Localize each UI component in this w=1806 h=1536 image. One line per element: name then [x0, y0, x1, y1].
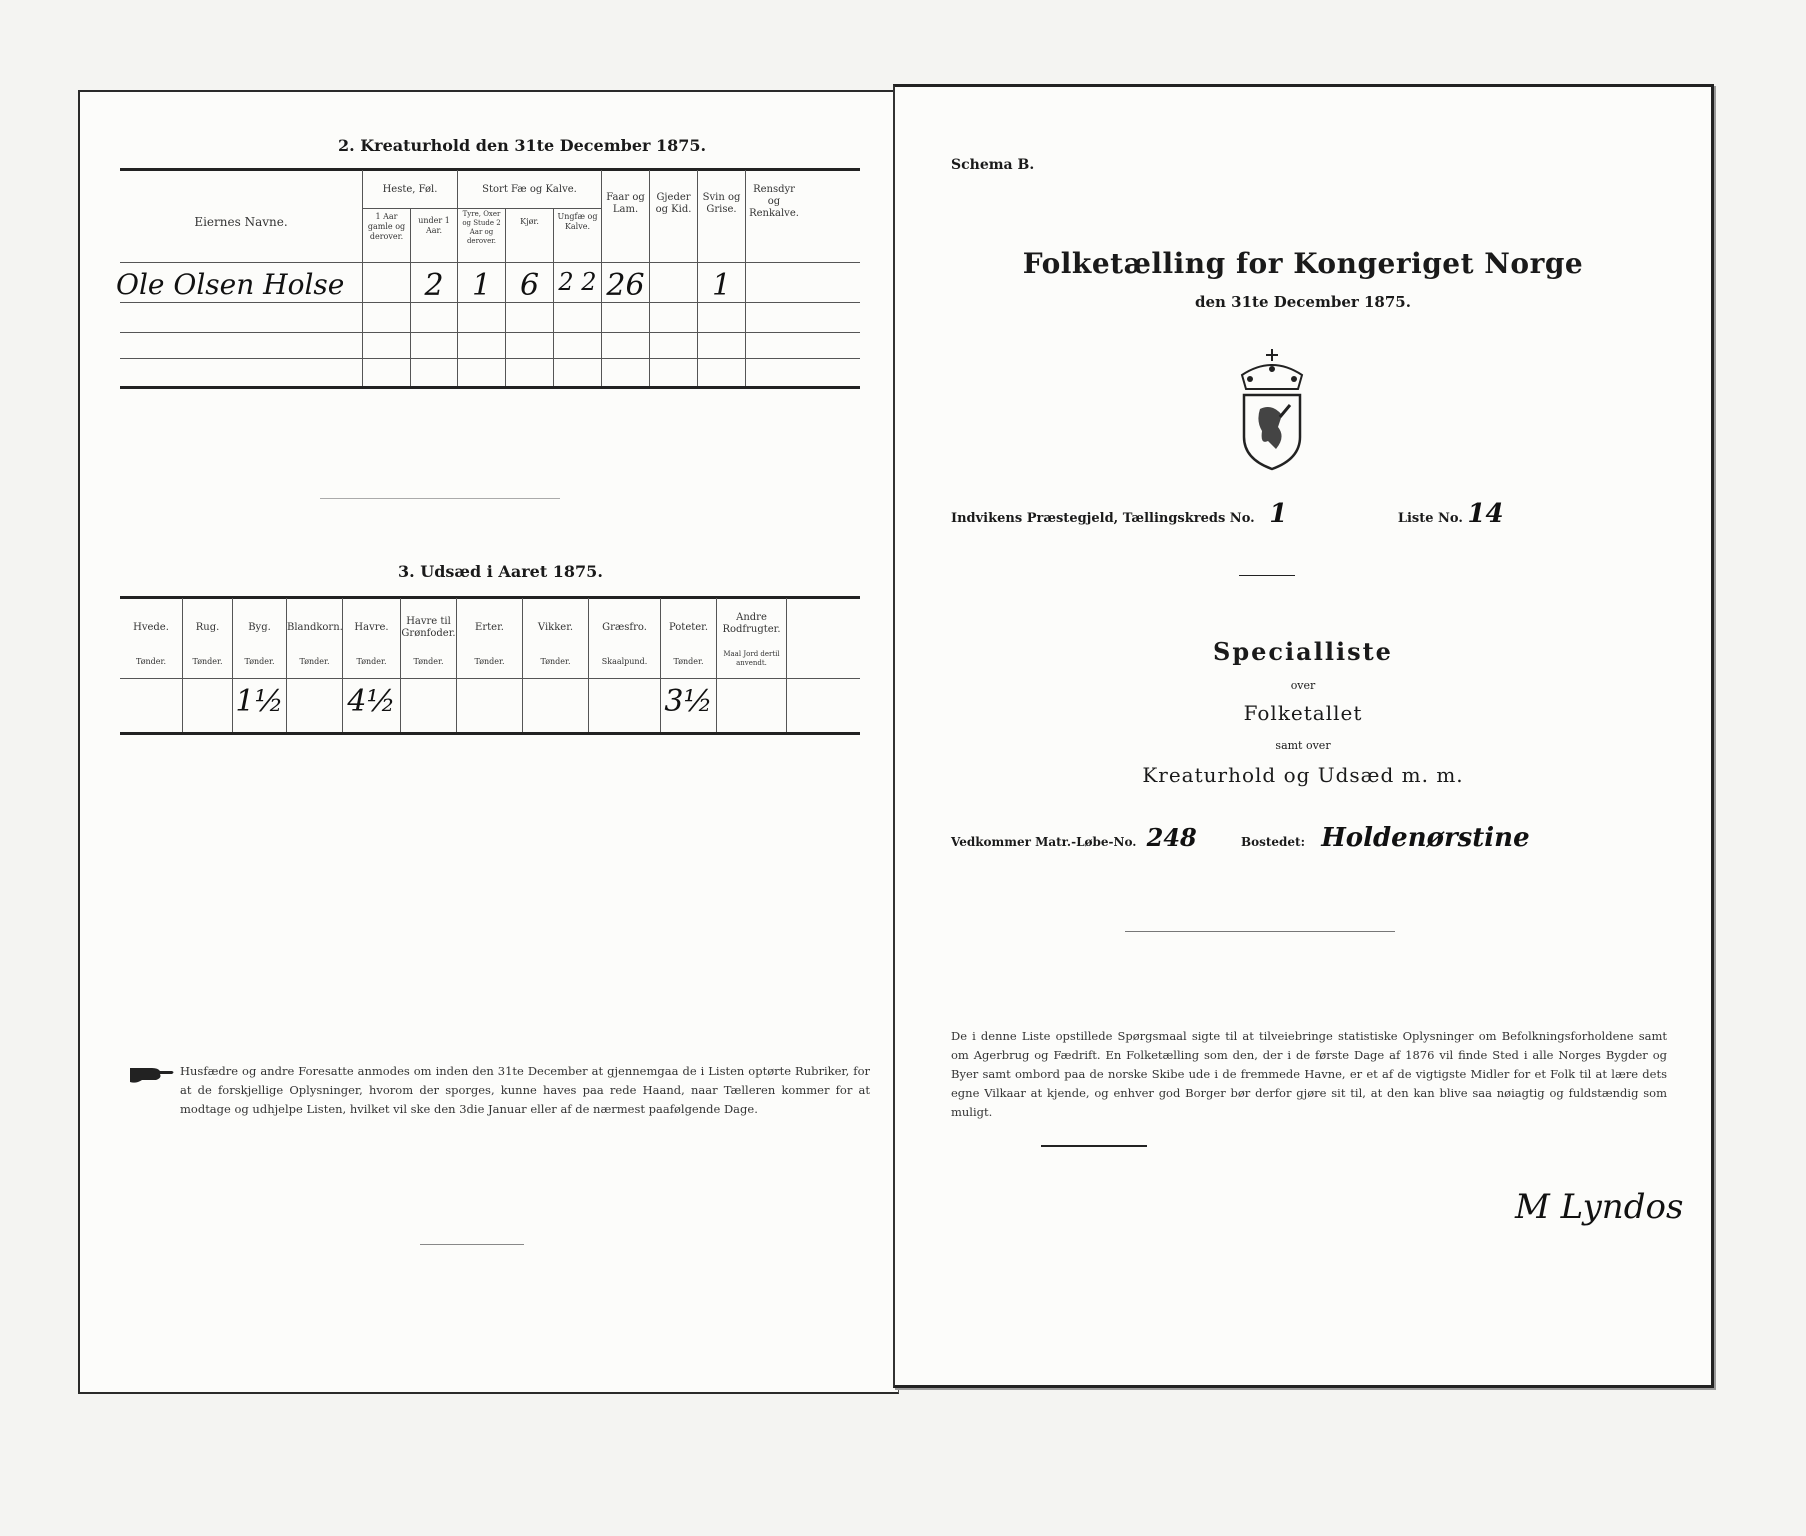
col-header: under 1 Aar.: [418, 216, 450, 235]
owner-col-header: Eiernes Navne.: [194, 215, 288, 229]
seed-unit: Tønder.: [474, 657, 505, 666]
kreaturhold-text: Kreaturhold og Udsæd m. m.: [1142, 763, 1464, 787]
pointing-hand-icon: [128, 1062, 176, 1088]
cell: 1: [711, 268, 732, 303]
main-date: den 31te December 1875.: [1195, 293, 1411, 311]
col-header: Kjør.: [520, 217, 539, 226]
col-header: Svin og Grise.: [702, 192, 741, 215]
matr-label: Vedkommer Matr.-Løbe-No.: [951, 835, 1137, 849]
seed-col: Havre.: [354, 622, 389, 633]
cell: 26: [606, 268, 645, 303]
bostedet-value: Holdenørstine: [1321, 823, 1530, 853]
specialliste-heading: Specialliste: [1213, 637, 1393, 666]
seed-cell: 1½: [235, 684, 284, 719]
seed-col: Erter.: [475, 622, 504, 633]
seed-unit: Tønder.: [135, 657, 167, 666]
livestock-title: 2. Kreaturhold den 31te December 1875.: [338, 136, 707, 155]
seed-col: Havre til Grønfoder.: [401, 616, 456, 639]
cell: 1: [471, 268, 492, 303]
seed-unit: Skaalpund.: [601, 657, 648, 666]
matr-line: [951, 823, 1530, 853]
seed-col: Vikker.: [537, 622, 574, 633]
cell: 6: [519, 268, 540, 303]
seed-title: 3. Udsæd i Aaret 1875.: [398, 562, 603, 581]
liste-number: 14: [1467, 499, 1504, 529]
horse-group-header: Heste, Føl.: [382, 184, 438, 195]
seed-col: Blandkorn.: [287, 622, 343, 633]
col-header: Tyre, Oxer og Stude 2 Aar og derover.: [462, 210, 501, 245]
col-header: Gjeder og Kid.: [655, 192, 692, 215]
seed-unit: Tønder.: [244, 657, 275, 666]
over-text: over: [1290, 679, 1316, 692]
seed-unit: Tønder.: [299, 657, 330, 666]
seed-unit: Tønder.: [192, 657, 223, 666]
liste-label: Liste No.: [1397, 511, 1463, 526]
district-line: [951, 499, 1504, 529]
signature: M Lyndos: [1515, 1187, 1684, 1227]
main-title: Folketælling for Kongeriget Norge: [1022, 247, 1584, 280]
col-header: 1 Aar gamle og derover.: [367, 212, 406, 241]
seed-unit: Tønder.: [540, 657, 571, 666]
seed-col: Rug.: [195, 622, 220, 633]
seed-cell: 3½: [664, 684, 713, 719]
intro-text: De i denne Liste opstillede Spørgsmaal sigte til at tilveiebringe statistiske Oplysninger om Befolkningsforholdene samt om Agerbrug og Fædrift. En Folketælling som den, der i de første Dage af 1876 vil finde Sted i alle Norges Bygder og Byer samt ombord paa de norske Skibe ude i de fremmede Havne, er et af de vigtigste Midler for et Folk til at lære dets egne Vilkaar at kjende, og enhver god Borger bør derfor gjøre sit til, at den kan blive saa nøiagtig og fuldstændig som muligt.: [951, 1029, 1667, 1119]
cell: 2 2: [558, 268, 597, 296]
seed-col: Byg.: [248, 622, 271, 633]
coat-of-arms-icon: [1230, 345, 1314, 473]
col-header: Rensdyr og Renkalve.: [749, 184, 799, 219]
household-note: Husfædre og andre Foresatte anmodes om inden den 31te December at gjennemgaa de i Listen optørte Rubriker, for at de forskjellige Oplysninger, hvorom der sporges, kunne haves paa rede Haand, naar Tælleren kommer for at modtage og udhjelpe Listen, hvilket vil ske den 3die Januar eller af de nærmest paafølgende Dage.: [180, 1064, 870, 1116]
seed-unit: Maal Jord dertil anvendt.: [723, 650, 780, 667]
bostedet-label: Bostedet:: [1240, 835, 1306, 849]
seed-unit: Tønder.: [356, 657, 387, 666]
col-header: Faar og Lam.: [606, 192, 645, 215]
seed-unit: Tønder.: [413, 657, 444, 666]
seed-unit: Tønder.: [673, 657, 704, 666]
owner-name: Ole Olsen Holse: [116, 268, 345, 301]
seed-col: Græsfro.: [602, 622, 647, 633]
district-number: 1: [1269, 499, 1288, 529]
seed-col: Hvede.: [133, 622, 169, 633]
seed-col: Andre Rodfrugter.: [722, 612, 781, 635]
seed-cell: 4½: [347, 684, 396, 719]
cell: 2: [424, 268, 444, 303]
right-page: [893, 84, 1714, 1388]
seed-col: Poteter.: [668, 622, 709, 633]
samt-over-text: samt over: [1275, 739, 1331, 752]
district-prefix: Indvikens Præstegjeld, Tællingskreds No.: [951, 511, 1255, 526]
col-header: Ungfæ og Kalve.: [557, 212, 598, 231]
cattle-group-header: Stort Fæ og Kalve.: [482, 184, 577, 195]
folketallet-text: Folketallet: [1243, 701, 1363, 725]
schema-label: Schema B.: [951, 157, 1035, 173]
left-page: [78, 90, 899, 1394]
matr-value: 248: [1146, 823, 1197, 852]
